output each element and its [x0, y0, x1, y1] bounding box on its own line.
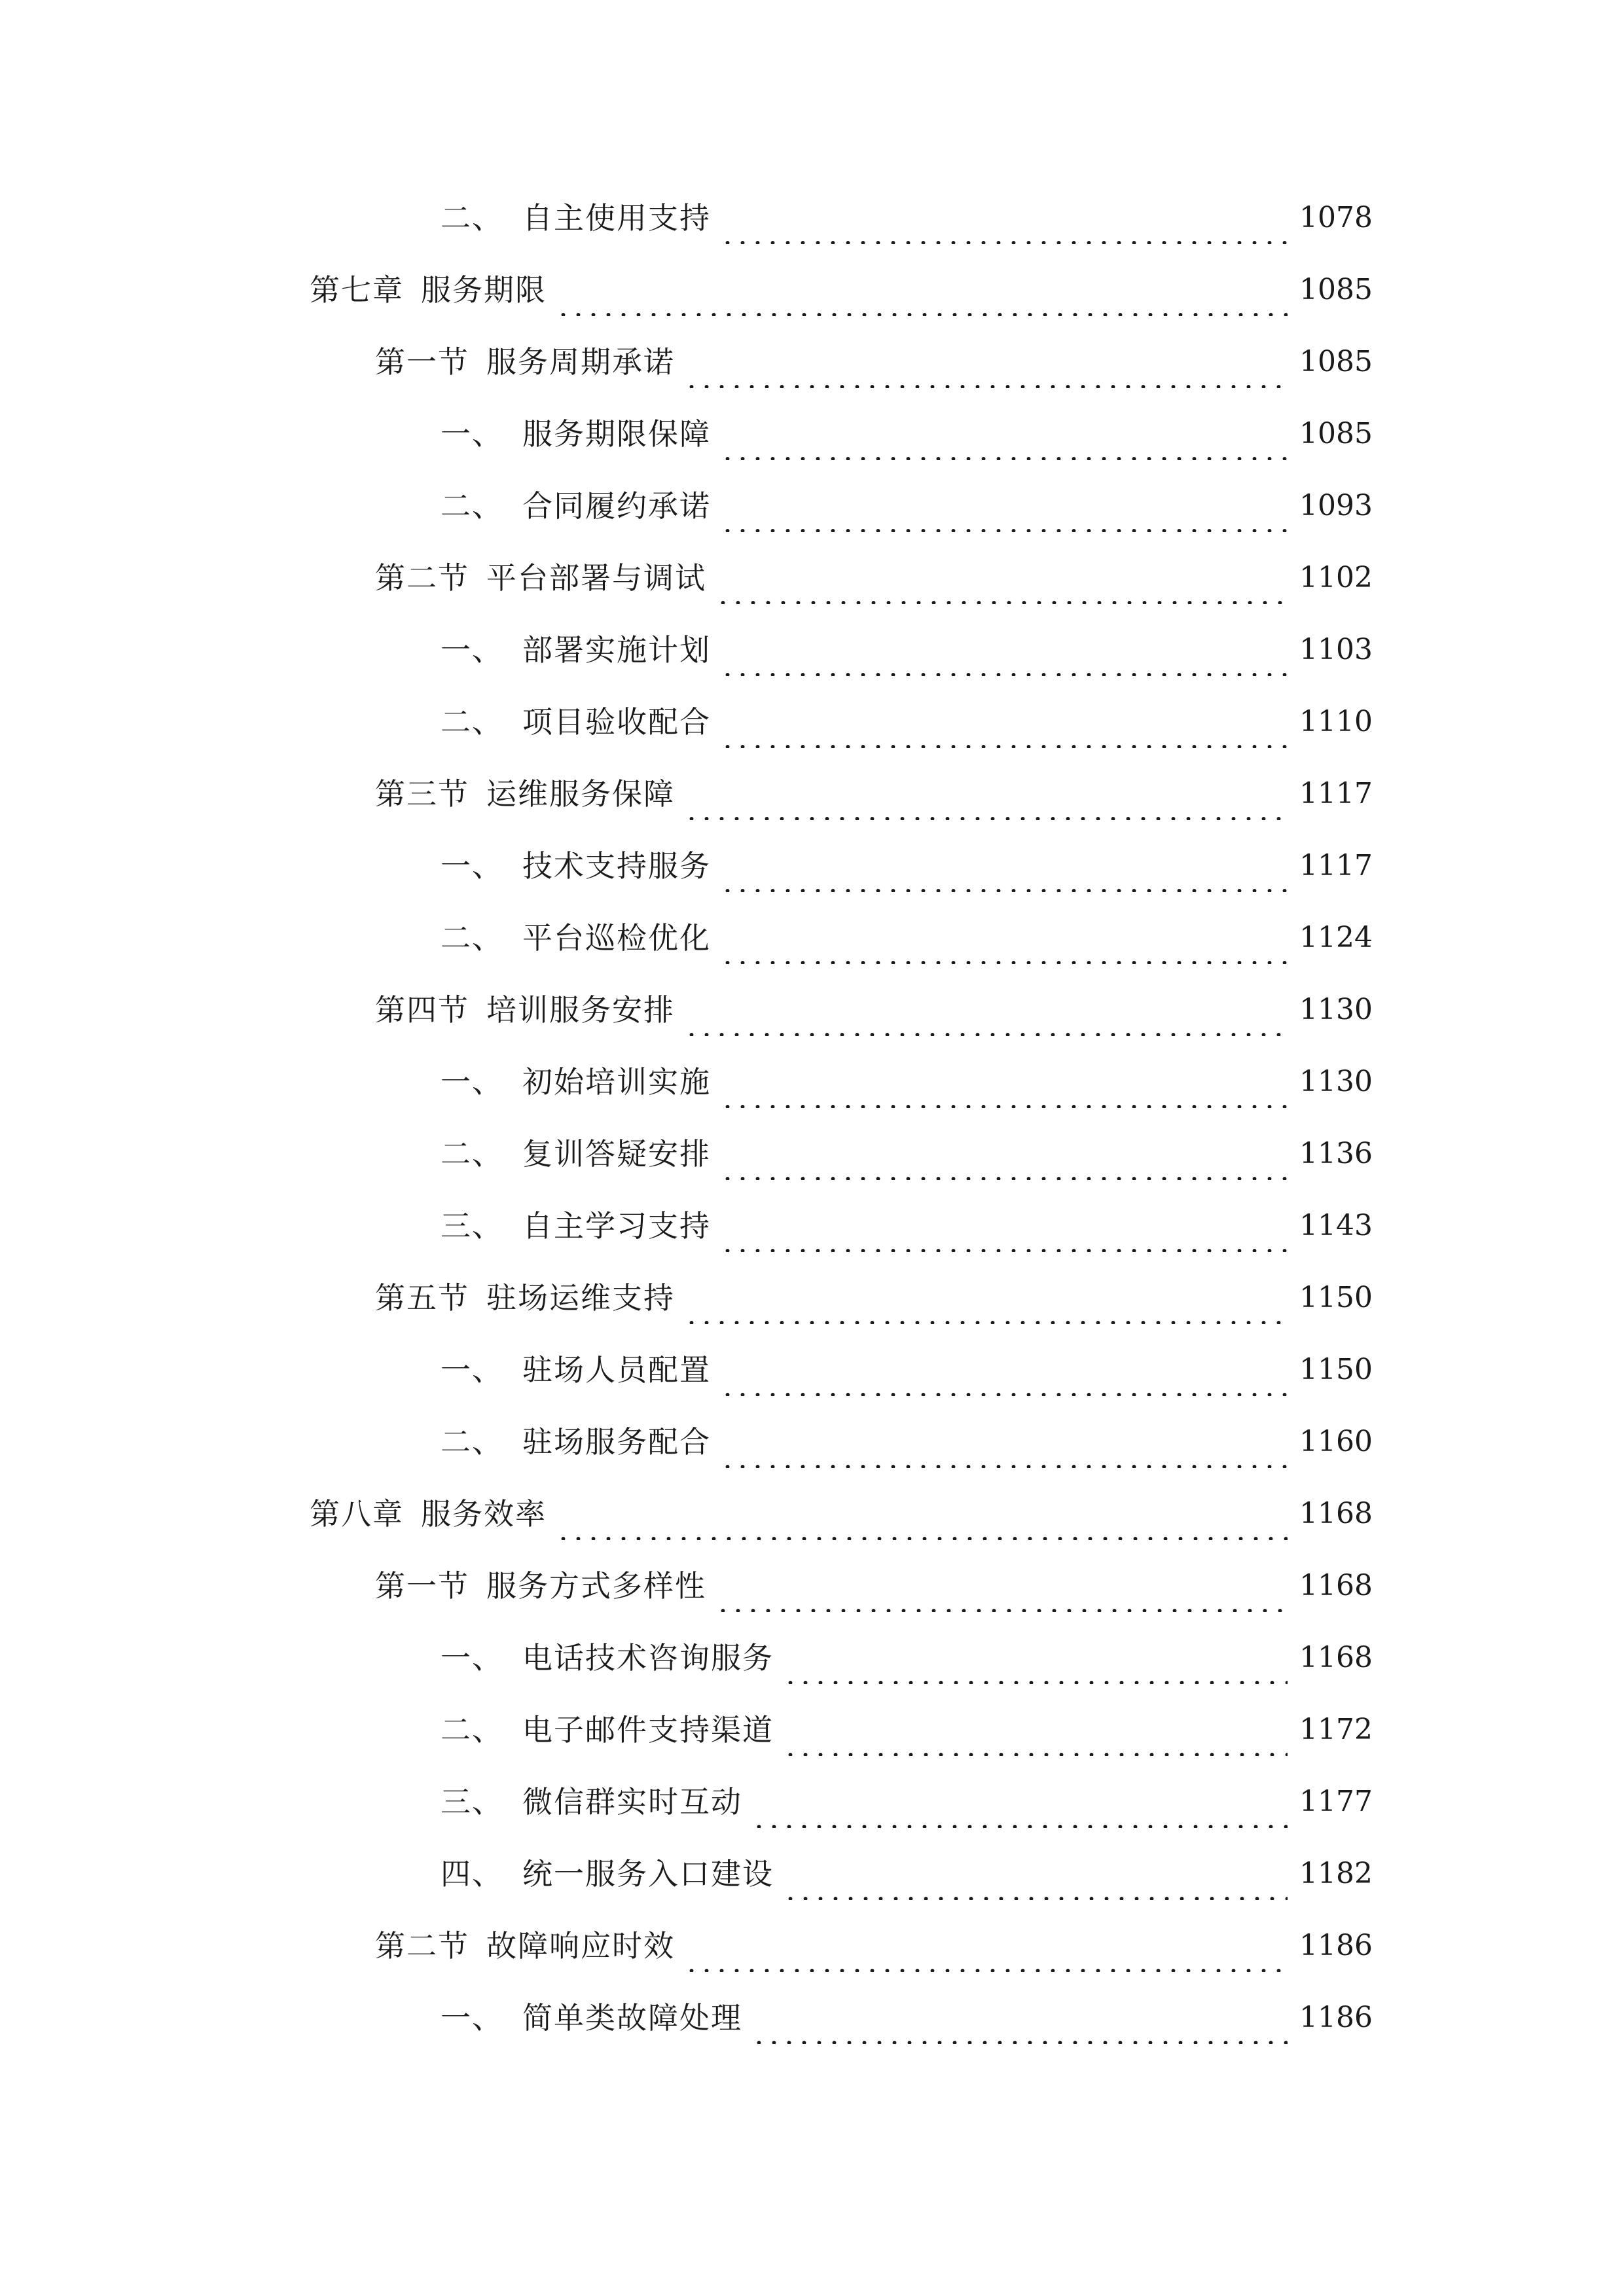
toc-entry-text: 服务方式多样性: [486, 1568, 706, 1604]
dot-leader: [720, 624, 1288, 676]
toc-page-number: 1168: [1299, 1497, 1373, 1530]
toc-entry[interactable]: [441, 624, 1373, 676]
toc-page-number: 1143: [1299, 1209, 1373, 1242]
toc-entry-title: [375, 1560, 706, 1612]
toc-entry-title: [441, 624, 711, 676]
toc-entry[interactable]: [310, 1488, 1373, 1540]
toc-entry-text: 自主使用支持: [522, 200, 711, 236]
toc-entry[interactable]: [375, 552, 1373, 604]
toc-entry-number: 二、: [441, 488, 503, 524]
toc-page-number: 1160: [1299, 1425, 1373, 1458]
toc-entry-number: 一、: [441, 1640, 503, 1676]
toc-entry-number: 第一节: [375, 1568, 469, 1604]
toc-page-number: 1186: [1299, 1929, 1373, 1962]
toc-entry-text: 服务效率: [421, 1496, 547, 1532]
toc-page-number: 1150: [1299, 1353, 1373, 1386]
toc-page-number: 1150: [1299, 1281, 1373, 1314]
toc-entry-text: 服务期限保障: [522, 416, 711, 452]
toc-entry-text: 复训答疑安排: [522, 1136, 711, 1172]
toc-entry[interactable]: [441, 480, 1373, 532]
toc-page-number: 1182: [1299, 1857, 1373, 1890]
toc-entry-text: 驻场运维支持: [486, 1280, 675, 1316]
toc-entry-title: [310, 264, 547, 316]
toc-page-number: 1085: [1299, 273, 1373, 306]
toc-page-number: 1078: [1299, 201, 1373, 234]
toc-entry-text: 合同履约承诺: [522, 488, 711, 524]
toc-page-number: 1110: [1299, 705, 1373, 738]
dot-leader: [720, 696, 1288, 748]
toc-entry-number: 第三节: [375, 776, 469, 812]
toc-entry[interactable]: [441, 1344, 1373, 1396]
dot-leader: [720, 1344, 1288, 1396]
toc-entry-number: 第四节: [375, 992, 469, 1028]
toc-entry-title: [441, 480, 711, 532]
dot-leader: [783, 1704, 1288, 1756]
toc-entry-number: 二、: [441, 200, 503, 236]
toc-entry-number: 第五节: [375, 1280, 469, 1316]
toc-page-number: 1172: [1299, 1713, 1373, 1746]
toc-entry[interactable]: [441, 1128, 1373, 1180]
toc-entry[interactable]: [441, 1704, 1373, 1756]
toc-entry[interactable]: [441, 1992, 1373, 2044]
toc-entry-title: [441, 192, 711, 244]
toc-entry-number: 三、: [441, 1784, 503, 1820]
toc-entry-text: 初始培训实施: [522, 1064, 711, 1100]
toc-entry-text: 项目验收配合: [522, 704, 711, 740]
toc-entry-number: 二、: [441, 1424, 503, 1460]
dot-leader: [720, 1056, 1288, 1108]
toc-entry-text: 电话技术咨询服务: [522, 1640, 774, 1676]
dot-leader: [783, 1632, 1288, 1684]
toc-entry-number: 二、: [441, 1136, 503, 1172]
dot-leader: [751, 1992, 1288, 2044]
dot-leader: [783, 1848, 1288, 1900]
toc-entry-number: 一、: [441, 1064, 503, 1100]
dot-leader: [720, 840, 1288, 892]
toc-entry[interactable]: [375, 768, 1373, 820]
toc-entry-text: 平台部署与调试: [486, 560, 706, 596]
dot-leader: [684, 1272, 1288, 1324]
toc-entry-title: [375, 1272, 675, 1324]
toc-page-number: 1085: [1299, 345, 1373, 378]
toc-entry-title: [441, 696, 711, 748]
toc-entry[interactable]: [441, 1056, 1373, 1108]
dot-leader: [684, 768, 1288, 820]
toc-entry-title: [441, 1128, 711, 1180]
toc-entry-text: 平台巡检优化: [522, 920, 711, 956]
toc-entry-text: 驻场人员配置: [522, 1352, 711, 1388]
toc-entry-title: [441, 408, 711, 460]
dot-leader: [720, 1128, 1288, 1180]
toc-entry[interactable]: [441, 1632, 1373, 1684]
toc-entry-text: 服务期限: [421, 272, 547, 308]
toc-page-number: 1124: [1299, 921, 1373, 954]
dot-leader: [556, 1488, 1288, 1540]
toc-entry-title: [441, 912, 711, 964]
toc-entry-number: 三、: [441, 1208, 503, 1244]
dot-leader: [684, 336, 1288, 388]
toc-page-number: 1103: [1299, 633, 1373, 666]
dot-leader: [715, 552, 1288, 604]
dot-leader: [720, 408, 1288, 460]
toc-entry-title: [441, 1848, 774, 1900]
toc-entry[interactable]: [441, 1200, 1373, 1252]
toc-entry-text: 部署实施计划: [522, 632, 711, 668]
toc-entry[interactable]: [310, 264, 1373, 316]
toc-page-number: 1117: [1299, 849, 1373, 882]
toc-entry[interactable]: [441, 840, 1373, 892]
toc-entry-title: [441, 1344, 711, 1396]
toc-entry[interactable]: [441, 192, 1373, 244]
toc-entry-title: [441, 1704, 774, 1756]
toc-entry-title: [375, 552, 706, 604]
toc-entry-text: 驻场服务配合: [522, 1424, 711, 1460]
toc-entry-number: 一、: [441, 1352, 503, 1388]
toc-entry[interactable]: [441, 912, 1373, 964]
toc-page-number: 1186: [1299, 2001, 1373, 2034]
toc-entry[interactable]: [375, 1272, 1373, 1324]
toc-entry-number: 第七章: [310, 272, 404, 308]
dot-leader: [715, 1560, 1288, 1612]
toc-page-number: 1085: [1299, 417, 1373, 450]
toc-entry-title: [441, 1056, 711, 1108]
dot-leader: [556, 264, 1288, 316]
toc-page-number: 1093: [1299, 489, 1373, 522]
toc-entry-text: 技术支持服务: [522, 848, 711, 884]
toc-entry[interactable]: [441, 1776, 1373, 1828]
toc-entry-title: [441, 1776, 742, 1828]
toc-entry-number: 第一节: [375, 344, 469, 380]
dot-leader: [720, 1416, 1288, 1468]
toc-entry-title: [375, 768, 675, 820]
dot-leader: [720, 1200, 1288, 1252]
toc-entry-number: 四、: [441, 1856, 503, 1892]
toc-entry[interactable]: [441, 1416, 1373, 1468]
toc-page-number: 1168: [1299, 1569, 1373, 1602]
toc-entry[interactable]: [441, 408, 1373, 460]
toc-entry-title: [375, 1920, 675, 1972]
toc-entry-title: [375, 984, 675, 1036]
toc-entry[interactable]: [375, 1560, 1373, 1612]
toc-page-number: 1102: [1299, 561, 1373, 594]
toc-entry-text: 运维服务保障: [486, 776, 675, 812]
toc-page-number: 1168: [1299, 1641, 1373, 1674]
dot-leader: [684, 1920, 1288, 1972]
toc-entry-number: 一、: [441, 2000, 503, 2036]
toc-entry-title: [310, 1488, 547, 1540]
toc-entry-number: 第二节: [375, 560, 469, 596]
toc-page-number: 1177: [1299, 1785, 1373, 1818]
toc-entry-text: 自主学习支持: [522, 1208, 711, 1244]
toc-page-number: 1130: [1299, 1065, 1373, 1098]
toc-entry-title: [441, 840, 711, 892]
toc-entry-text: 培训服务安排: [486, 992, 675, 1028]
toc-page-number: 1136: [1299, 1137, 1373, 1170]
toc-entry[interactable]: [375, 336, 1373, 388]
toc-entry-number: 一、: [441, 848, 503, 884]
toc-entry[interactable]: [375, 984, 1373, 1036]
toc-entry-number: 第八章: [310, 1496, 404, 1532]
toc-entry-text: 微信群实时互动: [522, 1784, 742, 1820]
toc-entry-text: 服务周期承诺: [486, 344, 675, 380]
toc-entry-title: [441, 1416, 711, 1468]
dot-leader: [720, 912, 1288, 964]
toc-entry[interactable]: [441, 696, 1373, 748]
toc-entry-number: 二、: [441, 704, 503, 740]
toc-entry[interactable]: [441, 1848, 1373, 1900]
dot-leader: [720, 480, 1288, 532]
toc-entry-text: 简单类故障处理: [522, 2000, 742, 2036]
toc-page-number: 1117: [1299, 777, 1373, 810]
toc-entry-title: [375, 336, 675, 388]
dot-leader: [720, 192, 1288, 244]
toc-entry-title: [441, 1992, 742, 2044]
toc-entry-text: 统一服务入口建设: [522, 1856, 774, 1892]
dot-leader: [751, 1776, 1288, 1828]
toc-entry-number: 二、: [441, 1712, 503, 1748]
toc-entry-number: 一、: [441, 632, 503, 668]
toc-entry-number: 二、: [441, 920, 503, 956]
toc-page-number: 1130: [1299, 993, 1373, 1026]
dot-leader: [684, 984, 1288, 1036]
toc-entry-text: 电子邮件支持渠道: [522, 1712, 774, 1748]
toc-entry-number: 第二节: [375, 1928, 469, 1964]
toc-entry-title: [441, 1200, 711, 1252]
toc-entry-title: [441, 1632, 774, 1684]
toc-entry-text: 故障响应时效: [486, 1928, 675, 1964]
toc-entry-number: 一、: [441, 416, 503, 452]
toc-entry[interactable]: [375, 1920, 1373, 1972]
